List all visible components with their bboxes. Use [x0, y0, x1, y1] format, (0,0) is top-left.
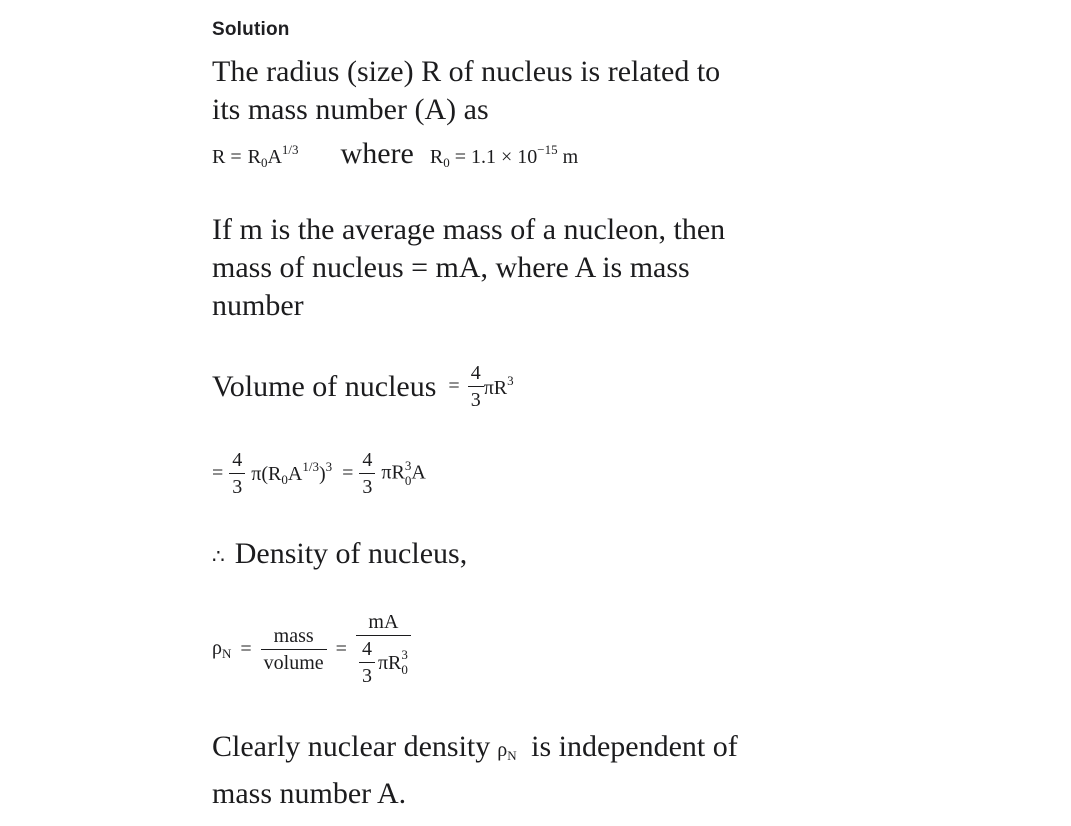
r-subscript: 0 — [401, 661, 408, 677]
pi-r: πR — [381, 461, 405, 484]
a-base: A — [267, 146, 282, 168]
r0-sup-sub-stack — [401, 648, 408, 678]
fraction-numerator: 4 — [359, 450, 375, 474]
para-mass — [212, 211, 1041, 325]
rho-subscript: N — [221, 645, 232, 661]
equals-sign: = — [335, 637, 347, 660]
conclusion-before: Clearly nuclear density — [212, 730, 491, 763]
r0-rhs: = 1.1 × 10 — [454, 146, 538, 168]
solution-heading: Solution — [212, 19, 290, 40]
pi-r: πR — [483, 377, 508, 399]
fraction-four-thirds — [468, 363, 484, 410]
equals-sign: = — [448, 375, 460, 397]
equals-sign: = — [342, 462, 354, 484]
equals-sign: = — [240, 637, 252, 660]
r-subscript: 0 — [260, 155, 268, 170]
r0-base: R — [429, 146, 444, 168]
cube-exponent: 3 — [507, 373, 514, 388]
para-mass-line3: number — [212, 289, 304, 322]
equals-sign: = — [212, 462, 224, 484]
fraction-denominator: 3 — [232, 476, 243, 498]
cube-exponent: 3 — [404, 457, 412, 473]
cube-exponent: 3 — [325, 459, 333, 474]
fraction-four-thirds — [359, 450, 375, 497]
volume-denominator — [356, 636, 411, 686]
eq-radius-lhs: R = — [212, 146, 242, 168]
therefore-symbol: ∴ — [212, 546, 225, 568]
fraction-four-thirds — [229, 450, 245, 497]
pi-r-cubed — [484, 373, 514, 400]
exponent-minus15: −15 — [537, 142, 558, 157]
volume-label: Volume of nucleus — [212, 369, 437, 403]
conclusion-after: is independent of — [523, 730, 738, 763]
a-base: A — [287, 463, 303, 485]
fraction-numerator: 4 — [468, 363, 484, 387]
equation-volume-expanded — [212, 450, 1041, 497]
where-word: where — [340, 137, 414, 170]
ma-numerator: mA — [356, 612, 411, 636]
para-radius-line1: The radius (size) R of nucleus is related to — [212, 55, 721, 88]
para-mass-line1: If m is the average mass of a nucleon, then — [212, 213, 726, 246]
fraction-denominator: 3 — [362, 476, 373, 498]
r-base: R — [247, 146, 261, 168]
fraction-denominator: 3 — [361, 665, 372, 687]
pi-r0-cubed-a-term — [381, 459, 425, 489]
eq-radius-r0a — [247, 142, 299, 170]
cube-exponent: 3 — [401, 646, 408, 662]
para-radius-line2: its mass number (A) as — [212, 93, 489, 126]
mass-word: mass — [261, 626, 327, 650]
equation-radius-law — [212, 137, 1041, 171]
pi-r: πR — [377, 651, 402, 674]
volume-word: volume — [263, 651, 324, 674]
para-conclusion — [212, 728, 1041, 813]
r0-subscript: 0 — [443, 155, 450, 170]
rho-subscript: N — [507, 748, 517, 763]
pi-r0a-cubed-term — [251, 459, 332, 488]
fraction-ma-over-volume — [356, 612, 411, 686]
fraction-four-thirds — [359, 639, 375, 686]
open-paren-r: π(R — [251, 463, 282, 485]
equation-density — [212, 612, 1041, 686]
a-superscript: 1/3 — [281, 142, 299, 157]
fraction-mass-volume — [261, 626, 327, 673]
para-conclusion-line2: mass number A. — [212, 777, 407, 810]
fraction-numerator: 4 — [359, 639, 375, 663]
rho: ρ — [212, 636, 222, 659]
rho-n-inline — [497, 739, 516, 761]
para-conclusion-line1 — [212, 728, 1041, 775]
r-subscript: 0 — [404, 472, 412, 488]
volume-of-nucleus-line — [212, 363, 1041, 410]
density-heading-text: Density of nucleus, — [234, 537, 468, 570]
r-subscript: 0 — [281, 472, 288, 487]
rho: ρ — [497, 739, 508, 761]
a-superscript: 1/3 — [302, 459, 319, 474]
close-paren: ) — [318, 463, 326, 485]
fraction-denominator: 3 — [470, 389, 481, 411]
eq-r0-value — [429, 142, 579, 170]
therefore-density-line — [212, 535, 1041, 576]
fraction-numerator: 4 — [229, 450, 245, 474]
para-mass-line2: mass of nucleus = mA, where A is mass — [212, 251, 690, 284]
para-radius — [212, 53, 1041, 129]
a-factor: A — [411, 461, 426, 484]
unit-m: m — [562, 146, 579, 168]
rho-n-symbol — [212, 637, 231, 662]
